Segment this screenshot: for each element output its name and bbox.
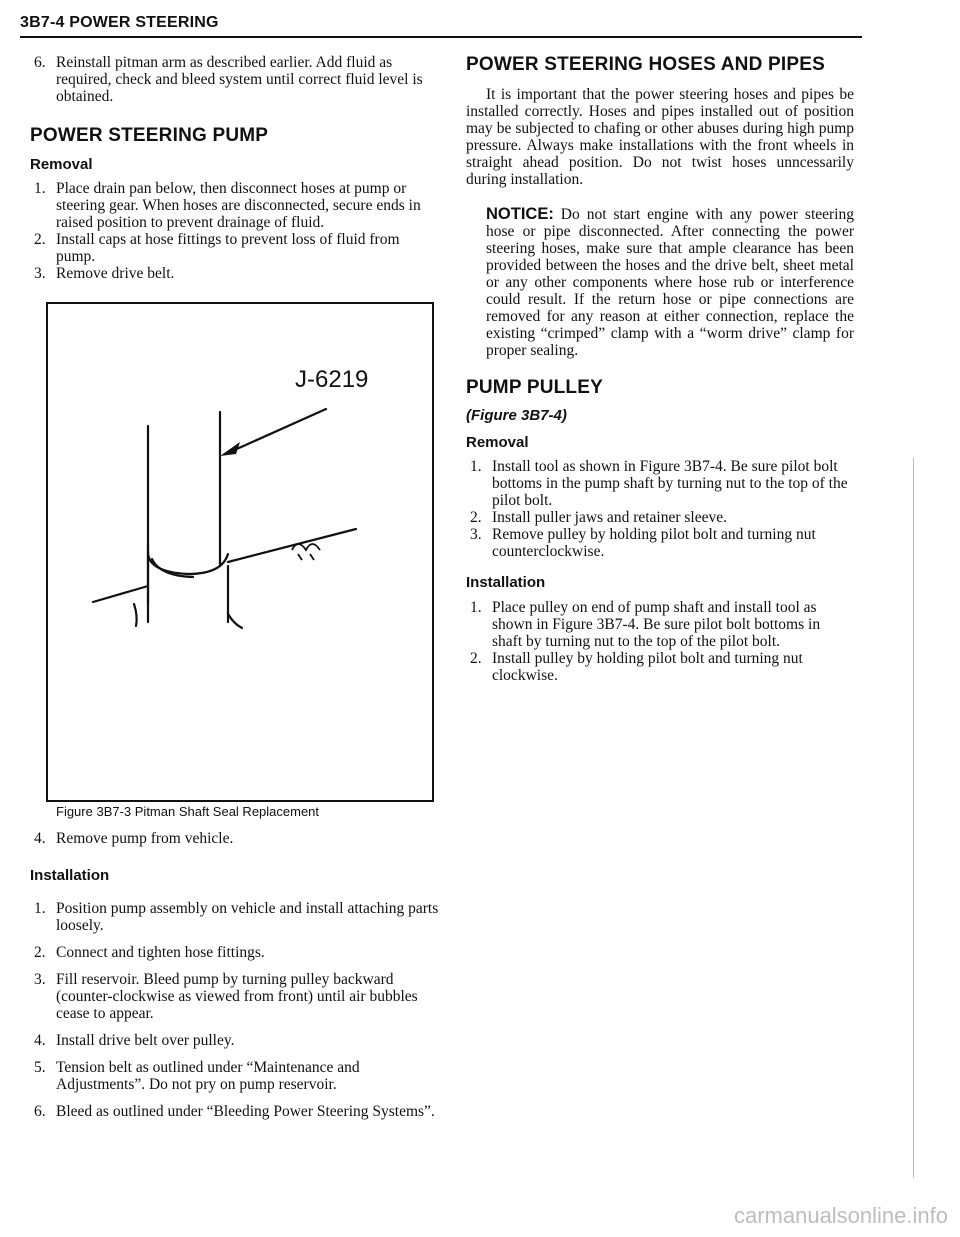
figure-pitman-seal <box>46 302 434 819</box>
step-text: Remove pump from vehicle. <box>56 830 234 847</box>
step-number: 6. <box>34 1103 46 1120</box>
list-item <box>30 830 440 847</box>
list-item <box>30 944 440 961</box>
list-item <box>466 599 854 650</box>
list-item <box>30 900 440 934</box>
list-item <box>30 180 440 231</box>
list-item <box>30 54 440 105</box>
list-item <box>30 231 440 265</box>
list-item <box>466 650 854 684</box>
step-text: Install drive belt over pulley. <box>56 1032 235 1049</box>
tool-label: J-6219 <box>295 366 369 393</box>
step-text: Install puller jaws and retainer sleeve. <box>492 509 727 526</box>
pump-removal-steps <box>30 180 440 282</box>
step-number: 5. <box>34 1059 46 1076</box>
step-number: 1. <box>470 599 482 616</box>
step-number: 4. <box>34 1032 46 1049</box>
list-item <box>30 1103 440 1120</box>
step-text: Remove pulley by holding pilot bolt and turning nut counterclockwise. <box>492 526 816 560</box>
figure-caption: Figure 3B7-3 Pitman Shaft Seal Replacement <box>56 804 320 819</box>
step-number: 2. <box>34 944 46 961</box>
list-item <box>30 1032 440 1049</box>
left-column <box>30 54 440 1130</box>
step-text: Reinstall pitman arm as described earlier. Add fluid as required, check and bleed system until correct fluid level is obtained. <box>56 54 423 105</box>
watermark: carmanualsonline.info <box>733 1203 948 1228</box>
margin-rule <box>913 458 914 1178</box>
hoses-paragraph: It is important that the power steering hoses and pipes be installed correctly. Hoses and pipes installed out of position may be subjected to chafing or other abuses during high pump pressure. Always make installations with the front wheels in straight ahead position. Do not twist hoses unncessarily during installation. <box>466 86 854 188</box>
step-text: Place pulley on end of pump shaft and install tool as shown in Figure 3B7-4. Be sure pilot bolt bottoms in shaft by turning nut to the top of the pilot bolt. <box>492 599 821 650</box>
pump-heading: POWER STEERING PUMP <box>30 125 269 146</box>
step-text: Place drain pan below, then disconnect hoses at pump or steering gear. When hoses are disconnected, secure ends in raised position to prevent drainage of fluid. <box>56 180 421 231</box>
list-item <box>30 971 440 1022</box>
pulley-installation-heading: Installation <box>466 574 546 591</box>
list-item <box>30 265 440 282</box>
step-number: 2. <box>470 509 482 526</box>
step-number: 4. <box>34 830 46 847</box>
step-text: Tension belt as outlined under “Maintenance and Adjustments”. Do not pry on pump reservoir. <box>56 1059 360 1093</box>
step-number: 1. <box>34 180 46 197</box>
step-text: Bleed as outlined under “Bleeding Power Steering Systems”. <box>56 1103 435 1120</box>
step6-list <box>30 54 440 105</box>
step-text: Install caps at hose fittings to prevent loss of fluid from pump. <box>56 231 400 265</box>
step-text: Connect and tighten hose fittings. <box>56 944 265 961</box>
step-text: Position pump assembly on vehicle and install attaching parts loosely. <box>56 900 439 934</box>
right-column <box>466 54 854 684</box>
step-number: 2. <box>470 650 482 667</box>
step-number: 3. <box>34 971 46 988</box>
step-text: Install tool as shown in Figure 3B7-4. Be sure pilot bolt bottoms in the pump shaft by turning nut to the top of the pilot bolt. <box>492 458 848 509</box>
step-number: 1. <box>470 458 482 475</box>
list-item <box>466 458 854 509</box>
step-text: Fill reservoir. Bleed pump by turning pulley backward (counter-clockwise as viewed from front) until air bubbles cease to appear. <box>56 971 418 1022</box>
pulley-heading: PUMP PULLEY <box>466 377 603 398</box>
pitman-seal-illustration <box>48 304 432 800</box>
pulley-removal-heading: Removal <box>466 434 529 451</box>
pulley-figure-ref: (Figure 3B7-4) <box>466 407 567 424</box>
pump-installation-heading: Installation <box>30 867 110 884</box>
notice-label: NOTICE: <box>486 205 554 223</box>
step-number: 6. <box>34 54 46 71</box>
list-item <box>466 509 854 526</box>
step-text: Remove drive belt. <box>56 265 175 282</box>
pump-removal-step4 <box>30 830 440 847</box>
step-number: 2. <box>34 231 46 248</box>
step-text: Install pulley by holding pilot bolt and turning nut clockwise. <box>492 650 803 684</box>
hoses-heading: POWER STEERING HOSES AND PIPES <box>466 54 825 75</box>
step-number: 3. <box>470 526 482 543</box>
pulley-installation-steps <box>466 599 854 684</box>
pump-installation-steps <box>30 900 440 1120</box>
step-number: 3. <box>34 265 46 282</box>
pump-removal-heading: Removal <box>30 156 93 173</box>
notice-paragraph <box>466 206 854 359</box>
header-rule <box>20 36 862 38</box>
step-number: 1. <box>34 900 46 917</box>
page-header: 3B7-4 POWER STEERING <box>20 14 219 31</box>
notice-text: Do not start engine with any power steering hose or pipe disconnected. After connecting the power steering hoses, make sure that ample clearance has been provided between the hoses and the drive belt, sheet metal or any other components where hose rub or interference could result. If the return hose or pipe connections are removed for any reason at either connection, replace the existing “crimped” clamp with a “worm drive” clamp for proper sealing. <box>486 206 854 359</box>
pulley-removal-steps <box>466 458 854 560</box>
list-item <box>466 526 854 560</box>
list-item <box>30 1059 440 1093</box>
